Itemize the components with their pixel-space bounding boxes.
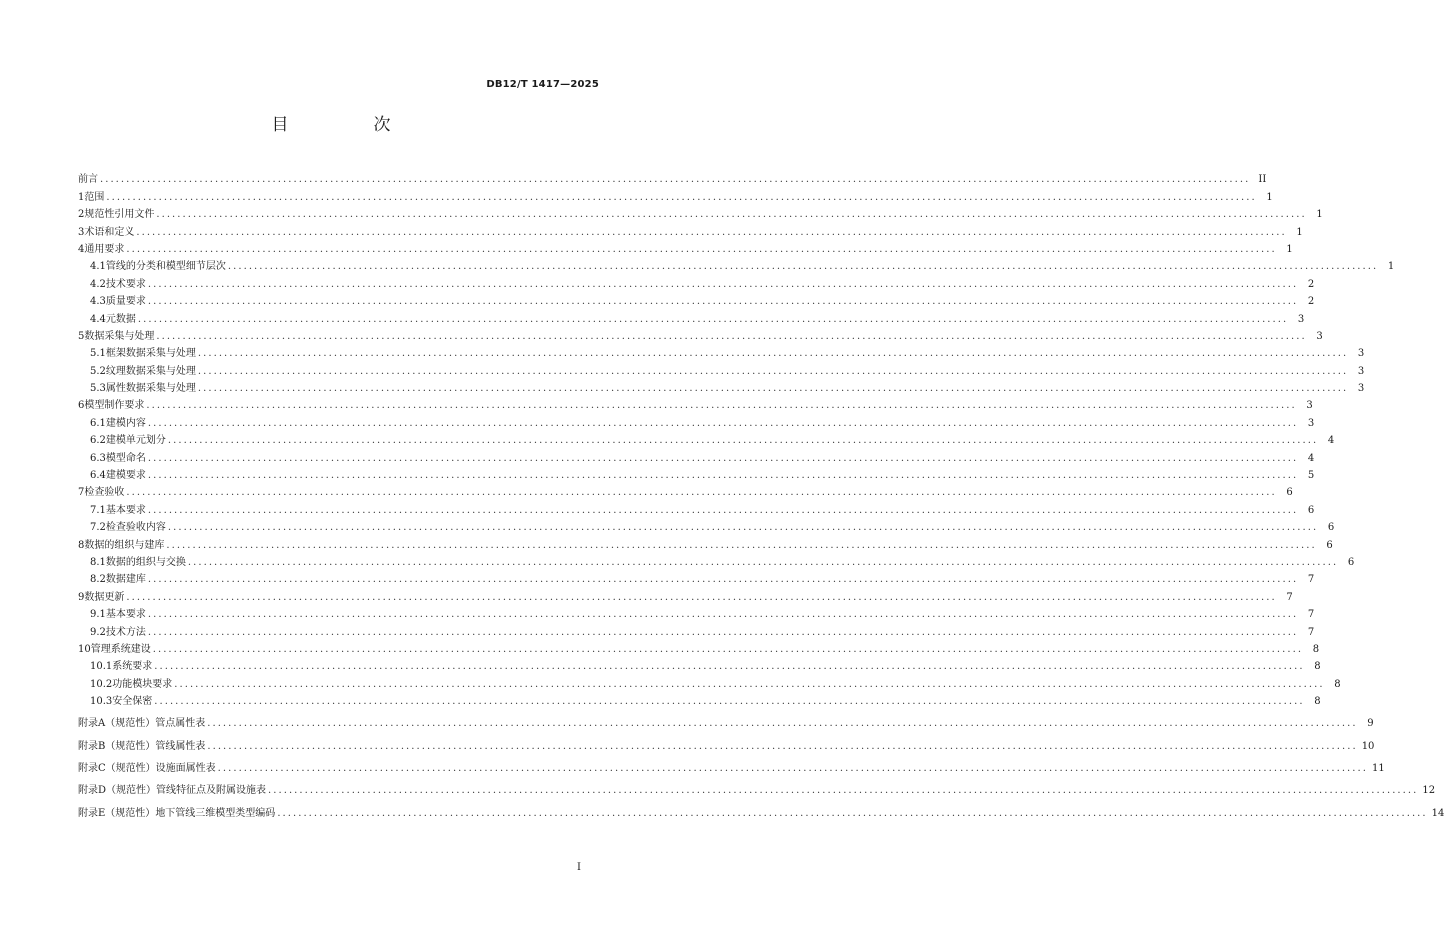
toc-entry-title: 数据的组织与建库 [84, 539, 165, 551]
toc-entry-page: 6 [1326, 539, 1333, 551]
toc-section-entry[interactable] [78, 640, 1320, 657]
toc-dot-leader: ............................................................................................................................................................................................................................ [126, 591, 1277, 603]
toc-entry-number: 5.1 [90, 348, 106, 360]
toc-entry-number: 8.1 [90, 556, 106, 568]
page-number: I [577, 862, 581, 873]
toc-entry-title: 管点属性表 [155, 718, 206, 730]
toc-appendix-entry[interactable] [78, 731, 1375, 753]
toc-entry-page: 3 [1306, 400, 1313, 412]
toc-entry-title: 纹理数据采集与处理 [105, 365, 196, 377]
toc-appendix-entry[interactable] [78, 709, 1374, 731]
toc-subsection-entry[interactable] [78, 466, 1315, 483]
toc-entry-number: 附录B（规范性） [78, 740, 156, 752]
toc-section-entry[interactable] [78, 535, 1333, 552]
toc-entry-page: 7 [1307, 574, 1315, 586]
toc-dot-leader: ............................................................................................................................................................................................................................ [197, 365, 1349, 377]
toc-entry-page: 1 [1286, 243, 1293, 255]
toc-entry-number: 9 [78, 591, 85, 603]
toc-entry-page: 1 [1316, 209, 1323, 221]
toc-entry-title: 数据采集与处理 [84, 330, 155, 342]
toc-dot-leader: ............................................................................................................................................................................................................................ [197, 383, 1349, 395]
toc-dot-leader: ............................................................................................................................................................................................................................ [147, 626, 1299, 638]
toc-entry-number: 6 [78, 400, 85, 412]
toc-entry-number: 10.3 [90, 696, 113, 708]
toc-dot-leader: ............................................................................................................................................................................................................................ [154, 696, 1305, 708]
toc-entry-number: 5 [78, 330, 85, 342]
toc-entry-title: 功能模块要求 [112, 678, 173, 690]
toc-entry-page: 6 [1286, 487, 1293, 499]
toc-dot-leader: ............................................................................................................................................................................................................................ [126, 487, 1277, 499]
toc-section-entry[interactable] [78, 222, 1303, 239]
toc-entry-title: 建模要求 [105, 470, 146, 482]
toc-entry-number: 10 [78, 643, 91, 655]
toc-entry-title: 框架数据采集与处理 [105, 348, 196, 360]
toc-dot-leader: ............................................................................................................................................................................................................................ [167, 435, 1319, 447]
toc-entry-number: 6.2 [90, 435, 106, 447]
toc-subsection-entry[interactable] [78, 657, 1321, 674]
toc-entry-page: 6 [1347, 556, 1355, 568]
toc-appendix-entry[interactable] [78, 798, 1444, 820]
toc-dot-leader: ............................................................................................................................................................................................................................ [147, 504, 1299, 516]
toc-entry-number: 7 [78, 487, 85, 499]
standard-code: DB12/T 1417—2025 [486, 79, 599, 90]
toc-dot-leader: ............................................................................................................................................................................................................................ [174, 678, 1325, 690]
toc-subsection-entry[interactable] [78, 413, 1315, 430]
toc-entry-title: 通用要求 [84, 243, 125, 255]
toc-entry-title: 管线特征点及附属设施表 [156, 785, 267, 797]
toc-entry-title: 前言 [78, 174, 98, 186]
toc-entry-number: 附录A（规范性） [78, 718, 156, 730]
toc-section-entry[interactable] [78, 483, 1293, 500]
toc-entry-title: 数据更新 [84, 591, 125, 603]
toc-entry-page: 2 [1307, 296, 1315, 308]
toc-entry-page: 10 [1361, 740, 1375, 752]
toc-section-entry[interactable] [78, 170, 1267, 187]
toc-dot-leader: ............................................................................................................................................................................................................................ [207, 718, 1358, 730]
toc-dot-leader: ............................................................................................................................................................................................................................ [100, 174, 1251, 186]
toc-entry-title: 安全保密 [112, 696, 153, 708]
toc-subsection-entry[interactable] [78, 379, 1365, 396]
toc-dot-leader: ............................................................................................................................................................................................................................ [146, 400, 1297, 412]
toc-dot-leader: ............................................................................................................................................................................................................................ [147, 609, 1299, 621]
toc-entry-number: 6.1 [90, 417, 106, 429]
toc-subsection-entry[interactable] [78, 257, 1395, 274]
toc-subsection-entry[interactable] [78, 431, 1335, 448]
toc-title: 目 次 [271, 115, 425, 135]
toc-dot-leader: ............................................................................................................................................................................................................................ [147, 278, 1299, 290]
toc-entry-number: 4.3 [90, 296, 106, 308]
toc-entry-number: 10.1 [90, 661, 113, 673]
toc-entry-number: 7.1 [90, 504, 106, 516]
toc-entry-page: 3 [1357, 365, 1365, 377]
toc-entry-title: 管线的分类和模型细节层次 [105, 261, 226, 273]
toc-subsection-entry[interactable] [78, 361, 1365, 378]
toc-dot-leader: ............................................................................................................................................................................................................................ [217, 763, 1368, 774]
toc-dot-leader: ............................................................................................................................................................................................................................ [156, 330, 1307, 342]
toc-entry-page: 3 [1316, 330, 1323, 342]
toc-entry-page: 1 [1266, 191, 1273, 203]
toc-entry-title: 质量要求 [105, 296, 146, 308]
toc-dot-leader: ............................................................................................................................................................................................................................ [147, 574, 1299, 586]
toc-entry-page: 9 [1367, 718, 1374, 730]
toc-entry-page: 8 [1334, 678, 1341, 690]
toc-entry-number: 10.2 [90, 678, 113, 690]
toc-entry-title: 模型制作要求 [84, 400, 145, 412]
toc-subsection-entry[interactable] [78, 344, 1365, 361]
toc-entry-page: 7 [1307, 626, 1315, 638]
toc-subsection-entry[interactable] [78, 500, 1315, 517]
toc-subsection-entry[interactable] [78, 674, 1341, 691]
toc-dot-leader: ............................................................................................................................................................................................................................ [167, 522, 1319, 534]
toc-subsection-entry[interactable] [78, 622, 1315, 639]
toc-entry-number: 9.1 [90, 609, 106, 621]
toc-entry-number: 4 [78, 243, 85, 255]
toc-subsection-entry[interactable] [78, 605, 1315, 622]
toc-entry-page: 5 [1307, 470, 1315, 482]
toc-entry-page: 3 [1307, 417, 1315, 429]
toc-dot-leader: ............................................................................................................................................................................................................................ [106, 191, 1257, 203]
toc-entry-number: 8 [78, 539, 85, 551]
toc-entry-number: 5.3 [90, 383, 106, 395]
toc-dot-leader: ............................................................................................................................................................................................................................ [126, 243, 1277, 255]
toc-entry-page: 7 [1307, 609, 1315, 621]
toc-entry-title: 属性数据采集与处理 [105, 383, 196, 395]
toc-dot-leader: ............................................................................................................................................................................................................................ [147, 470, 1299, 482]
toc-entry-title: 基本要求 [105, 609, 146, 621]
toc-entry-page: 2 [1307, 278, 1315, 290]
toc-subsection-entry[interactable] [78, 692, 1321, 709]
toc-entry-page: 4 [1327, 435, 1335, 447]
toc-subsection-entry[interactable] [78, 518, 1335, 535]
toc-dot-leader: ............................................................................................................................................................................................................................ [156, 209, 1307, 221]
toc-entry-title: 数据的组织与交换 [105, 556, 186, 568]
toc-dot-leader: ............................................................................................................................................................................................................................ [137, 313, 1289, 325]
toc-section-entry[interactable] [78, 187, 1273, 204]
toc-dot-leader: ............................................................................................................................................................................................................................ [152, 643, 1304, 655]
toc-subsection-entry[interactable] [78, 570, 1315, 587]
toc-entry-number: 附录C（规范性） [78, 763, 156, 774]
toc-entry-number: 6.3 [90, 452, 106, 464]
toc-entry-title: 基本要求 [105, 504, 146, 516]
toc-subsection-entry[interactable] [78, 274, 1315, 291]
toc-entry-page: 12 [1422, 785, 1436, 797]
toc-entry-number: 2 [78, 209, 85, 221]
toc-appendix-entry[interactable] [78, 776, 1436, 798]
toc-entry-number: 附录E（规范性） [78, 807, 156, 819]
toc-entry-title: 地下管线三维模型类型编码 [155, 807, 276, 819]
toc-entry-number: 9.2 [90, 626, 106, 638]
toc-entry-title: 设施面属性表 [155, 763, 216, 774]
toc-dot-leader: ............................................................................................................................................................................................................................ [147, 452, 1299, 464]
toc-dot-leader: ............................................................................................................................................................................................................................ [147, 296, 1299, 308]
toc-entry-title: 系统要求 [112, 661, 153, 673]
toc-entry-number: 3 [78, 226, 85, 238]
toc-entry-title: 数据建库 [105, 574, 146, 586]
toc-section-entry[interactable] [78, 396, 1313, 413]
toc-dot-leader: ............................................................................................................................................................................................................................ [136, 226, 1287, 238]
toc-entry-number: 8.2 [90, 574, 106, 586]
toc-entry-number: 6.4 [90, 470, 106, 482]
toc-entry-number: 4.4 [90, 313, 106, 325]
toc-entry-page: 1 [1387, 261, 1395, 273]
toc-entry-page: 7 [1286, 591, 1293, 603]
toc-dot-leader: ............................................................................................................................................................................................................................ [197, 348, 1349, 360]
toc-entry-page: 14 [1431, 807, 1444, 819]
toc-section-entry[interactable] [78, 587, 1293, 604]
toc-entry-number: 4.1 [90, 261, 106, 273]
toc-dot-leader: ............................................................................................................................................................................................................................ [147, 417, 1299, 429]
toc-entry-number: 附录D（规范性） [78, 785, 157, 797]
toc-dot-leader: ............................................................................................................................................................................................................................ [207, 740, 1358, 752]
table-of-contents [78, 170, 1444, 821]
toc-entry-title: 模型命名 [105, 452, 146, 464]
toc-entry-page: 3 [1357, 383, 1365, 395]
toc-entry-page: 8 [1314, 661, 1321, 673]
toc-entry-page: II [1258, 174, 1267, 186]
toc-subsection-entry[interactable] [78, 292, 1315, 309]
toc-entry-number: 1 [78, 191, 85, 203]
toc-entry-title: 管理系统建设 [90, 643, 151, 655]
toc-entry-page: 1 [1296, 226, 1303, 238]
toc-dot-leader: ............................................................................................................................................................................................................................ [227, 261, 1379, 273]
toc-entry-title: 规范性引用文件 [84, 209, 155, 221]
toc-entry-page: 6 [1327, 522, 1335, 534]
toc-entry-page: 8 [1312, 643, 1320, 655]
toc-dot-leader: ............................................................................................................................................................................................................................ [268, 785, 1419, 797]
toc-entry-title: 管线属性表 [155, 740, 206, 752]
toc-entry-page: 3 [1357, 348, 1365, 360]
toc-entry-title: 检查验收 [84, 487, 125, 499]
toc-entry-title: 范围 [84, 191, 105, 203]
toc-dot-leader: ............................................................................................................................................................................................................................ [166, 539, 1317, 551]
toc-appendix-entry[interactable] [78, 754, 1385, 776]
toc-section-entry[interactable] [78, 327, 1323, 344]
toc-entry-page: 6 [1307, 504, 1315, 516]
toc-entry-title: 检查验收内容 [105, 522, 166, 534]
toc-entry-page: 8 [1314, 696, 1321, 708]
toc-entry-page: 3 [1297, 313, 1305, 325]
toc-entry-title: 技术方法 [105, 626, 146, 638]
toc-entry-number: 5.2 [90, 365, 106, 377]
toc-entry-title: 技术要求 [105, 278, 146, 290]
toc-section-entry[interactable] [78, 205, 1323, 222]
toc-dot-leader: ............................................................................................................................................................................................................................ [187, 556, 1339, 568]
toc-subsection-entry[interactable] [78, 448, 1315, 465]
toc-subsection-entry[interactable] [78, 309, 1305, 326]
toc-entry-page: 4 [1307, 452, 1315, 464]
toc-section-entry[interactable] [78, 240, 1293, 257]
toc-entry-title: 建模单元划分 [105, 435, 166, 447]
toc-entry-number: 4.2 [90, 278, 106, 290]
toc-dot-leader: ............................................................................................................................................................................................................................ [277, 807, 1428, 819]
toc-entry-page: 11 [1371, 763, 1385, 774]
toc-subsection-entry[interactable] [78, 553, 1355, 570]
toc-dot-leader: ............................................................................................................................................................................................................................ [154, 661, 1305, 673]
toc-entry-title: 术语和定义 [84, 226, 135, 238]
toc-entry-title: 建模内容 [105, 417, 146, 429]
toc-entry-number: 7.2 [90, 522, 106, 534]
toc-entry-title: 元数据 [105, 313, 136, 325]
